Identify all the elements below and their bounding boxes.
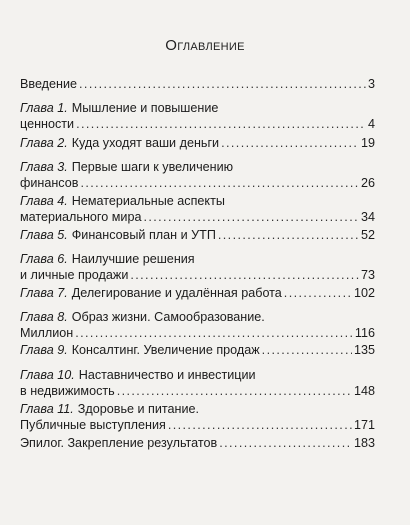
chapter-label: Глава 5. xyxy=(20,228,68,242)
entry-title: Мышление и повышение xyxy=(71,101,219,115)
toc-entry xyxy=(20,193,375,225)
entry-title: Публичные выступления xyxy=(20,418,166,432)
toc-entry-line xyxy=(20,309,375,325)
dot-leader xyxy=(284,285,352,301)
dot-leader xyxy=(218,227,359,243)
toc-entry-line xyxy=(20,227,375,243)
toc-entry xyxy=(20,401,375,433)
chapter-label: Глава 10. xyxy=(20,368,75,382)
chapter-label: Глава 4. xyxy=(20,194,68,208)
entry-title: Финансовый план и УТП xyxy=(71,228,216,242)
toc-entry xyxy=(20,435,375,451)
page-number: 73 xyxy=(360,268,375,282)
chapter-label: Глава 2. xyxy=(20,136,68,150)
toc-entry xyxy=(20,227,375,243)
entry-title: Наилучшие решения xyxy=(71,252,195,266)
dot-leader xyxy=(219,435,352,451)
toc-entry-line xyxy=(20,325,375,341)
entry-title: Наставничество и инвестиции xyxy=(78,368,256,382)
entry-title: и личные продажи xyxy=(20,268,129,282)
page-number: 3 xyxy=(367,77,375,91)
toc-entry xyxy=(20,285,375,301)
toc-entry-line xyxy=(20,76,375,92)
entry-title: Эпилог. Закрепление результатов xyxy=(20,436,218,450)
toc-entry-line xyxy=(20,267,375,283)
chapter-label: Глава 6. xyxy=(20,252,68,266)
entry-title: Миллион xyxy=(20,326,74,340)
dot-leader xyxy=(262,342,352,358)
chapter-label: Глава 1. xyxy=(20,101,68,115)
page-number: 171 xyxy=(353,418,375,432)
chapter-label: Глава 3. xyxy=(20,160,68,174)
toc-entry-line xyxy=(20,435,375,451)
chapter-label: Глава 7. xyxy=(20,286,68,300)
page-title: Оглавление xyxy=(165,37,245,54)
dot-leader xyxy=(143,209,359,225)
toc-entry xyxy=(20,76,375,92)
page-number: 26 xyxy=(360,176,375,190)
entry-title: Введение xyxy=(20,77,78,91)
toc-entry-line xyxy=(20,401,375,417)
entry-title: Делегирование и удалённая работа xyxy=(71,286,282,300)
dot-leader xyxy=(79,76,366,92)
toc-entry-line xyxy=(20,383,375,399)
toc-entry-line xyxy=(20,342,375,358)
dot-leader xyxy=(130,267,359,283)
toc-entry-line xyxy=(20,285,375,301)
toc-entry xyxy=(20,135,375,151)
entry-title: финансов xyxy=(20,176,79,190)
toc-entry-line xyxy=(20,175,375,191)
toc-entry-line xyxy=(20,135,375,151)
page-number: 4 xyxy=(367,117,375,131)
entry-title: ценности xyxy=(20,117,75,131)
entry-title: Консалтинг. Увеличение продаж xyxy=(71,343,260,357)
dot-leader xyxy=(80,175,359,191)
page-number: 116 xyxy=(354,326,375,340)
entry-title: Здоровье и питание. xyxy=(77,402,200,416)
dot-leader xyxy=(221,135,359,151)
toc-entry xyxy=(20,342,375,358)
dot-leader xyxy=(117,383,352,399)
chapter-label: Глава 11. xyxy=(20,402,74,416)
toc-entry-line xyxy=(20,417,375,433)
toc-entry-line xyxy=(20,209,375,225)
toc-entry xyxy=(20,159,375,191)
dot-leader xyxy=(76,116,366,132)
entry-title: Куда уходят ваши деньги xyxy=(71,136,220,150)
chapter-label: Глава 9. xyxy=(20,343,68,357)
page-number: 19 xyxy=(360,136,375,150)
toc-entry xyxy=(20,251,375,283)
page-number: 52 xyxy=(360,228,375,242)
entry-title: материального мира xyxy=(20,210,142,224)
entry-title: Первые шаги к увеличению xyxy=(71,160,234,174)
entry-title: Образ жизни. Самообразование. xyxy=(71,310,265,324)
dot-leader xyxy=(168,417,352,433)
toc-entry xyxy=(20,309,375,341)
dot-leader xyxy=(75,325,353,341)
page-number: 34 xyxy=(360,210,375,224)
toc-entry-line xyxy=(20,100,375,116)
page-number: 183 xyxy=(353,436,375,450)
page-number: 148 xyxy=(353,384,375,398)
toc-entry-line xyxy=(20,159,375,175)
page-number: 135 xyxy=(353,343,375,357)
chapter-label: Глава 8. xyxy=(20,310,68,324)
toc-entry-line xyxy=(20,251,375,267)
toc-entry-line xyxy=(20,193,375,209)
toc-entry-line xyxy=(20,367,375,383)
page-number: 102 xyxy=(353,286,375,300)
entry-title: Нематериальные аспекты xyxy=(71,194,225,208)
toc-entry-line xyxy=(20,116,375,132)
toc-entry xyxy=(20,100,375,132)
toc-entry xyxy=(20,367,375,399)
entry-title: в недвижимость xyxy=(20,384,115,398)
